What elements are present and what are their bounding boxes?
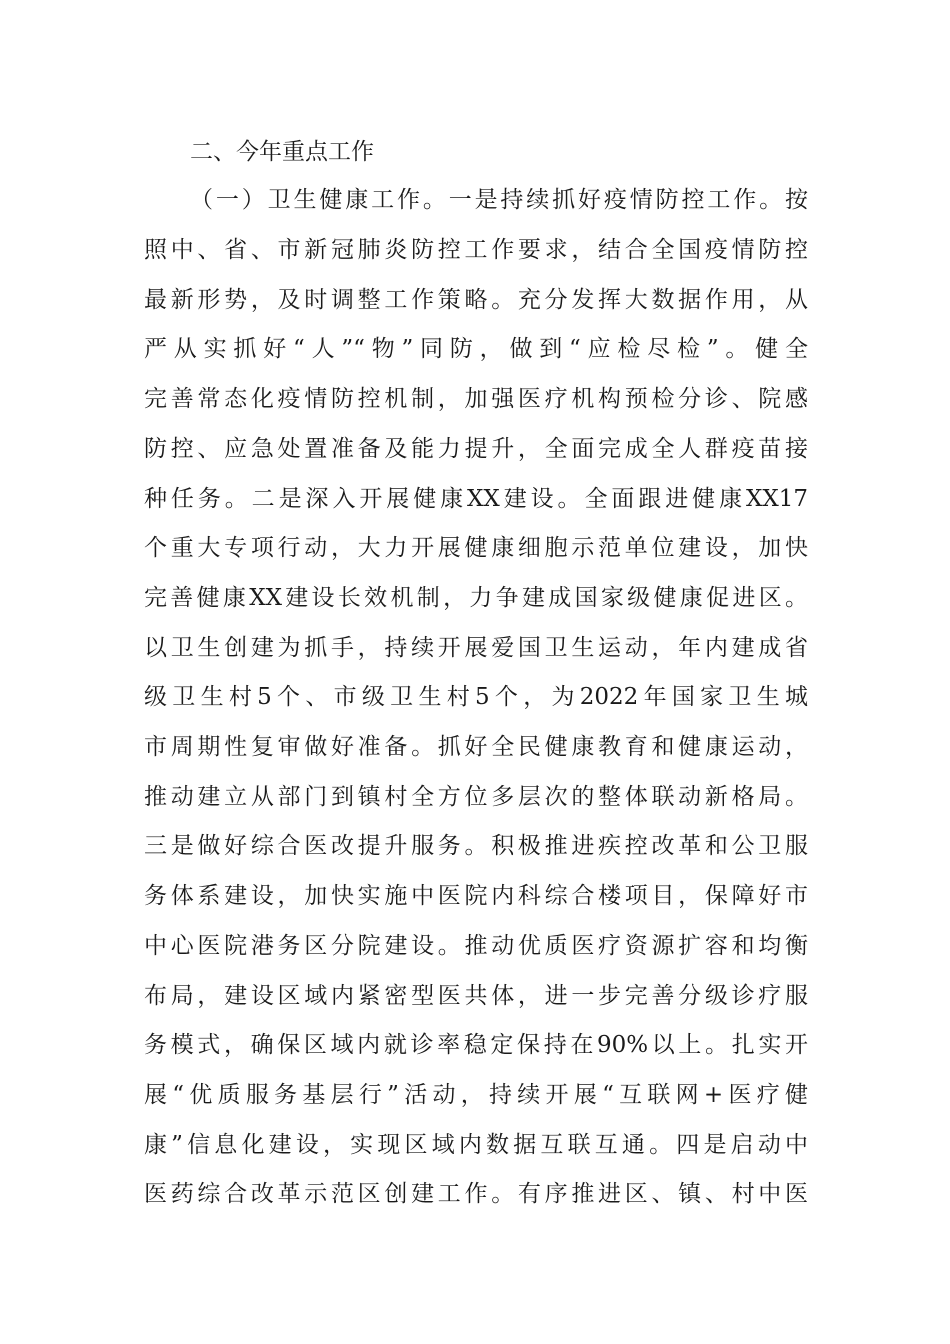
paragraph-line: 推动建立从部门到镇村全方位多层次的整体联动新格局。 bbox=[144, 784, 808, 810]
paragraph-line: （一）卫生健康工作。一是持续抓好疫情防控工作。按 bbox=[190, 187, 808, 213]
paragraph-line: 三是做好综合医改提升服务。积极推进疾控改革和公卫服 bbox=[144, 833, 808, 859]
paragraph-line: 严从实抓好“人”“物”同防，做到“应检尽检”。健全 bbox=[144, 336, 808, 362]
paragraph-line: 务体系建设，加快实施中医院内科综合楼项目，保障好市 bbox=[144, 883, 808, 909]
paragraph-line: 最新形势，及时调整工作策略。充分发挥大数据作用，从 bbox=[144, 287, 808, 313]
paragraph-line: 照中、省、市新冠肺炎防控工作要求，结合全国疫情防控 bbox=[144, 237, 808, 263]
paragraph-line: 康”信息化建设，实现区域内数据互联互通。四是启动中 bbox=[144, 1132, 808, 1158]
paragraph-line: 市周期性复审做好准备。抓好全民健康教育和健康运动， bbox=[144, 734, 808, 760]
paragraph-line: 完善健康XX建设长效机制，力争建成国家级健康促进区。 bbox=[144, 585, 808, 611]
paragraph-line: 医药综合改革示范区创建工作。有序推进区、镇、村中医 bbox=[144, 1181, 808, 1207]
paragraph-line: 完善常态化疫情防控机制，加强医疗机构预检分诊、院感 bbox=[144, 386, 808, 412]
paragraph-line: 以卫生创建为抓手，持续开展爱国卫生运动，年内建成省 bbox=[144, 635, 808, 661]
paragraph-line: 布局，建设区域内紧密型医共体，进一步完善分级诊疗服 bbox=[144, 983, 808, 1009]
paragraph-line: 防控、应急处置准备及能力提升，全面完成全人群疫苗接 bbox=[144, 436, 808, 462]
paragraph-line: 个重大专项行动，大力开展健康细胞示范单位建设，加快 bbox=[144, 535, 808, 561]
paragraph-line: 务模式，确保区域内就诊率稳定保持在90%以上。扎实开 bbox=[144, 1032, 808, 1058]
paragraph-line: 展“优质服务基层行”活动，持续开展“互联网+医疗健 bbox=[144, 1082, 808, 1108]
paragraph-line: 种任务。二是深入开展健康XX建设。全面跟进健康XX17 bbox=[144, 486, 808, 512]
section-heading: 二、今年重点工作 bbox=[190, 139, 374, 165]
paragraph-line: 中心医院港务区分院建设。推动优质医疗资源扩容和均衡 bbox=[144, 933, 808, 959]
paragraph-line: 级卫生村5个、市级卫生村5个，为2022年国家卫生城 bbox=[144, 684, 808, 710]
